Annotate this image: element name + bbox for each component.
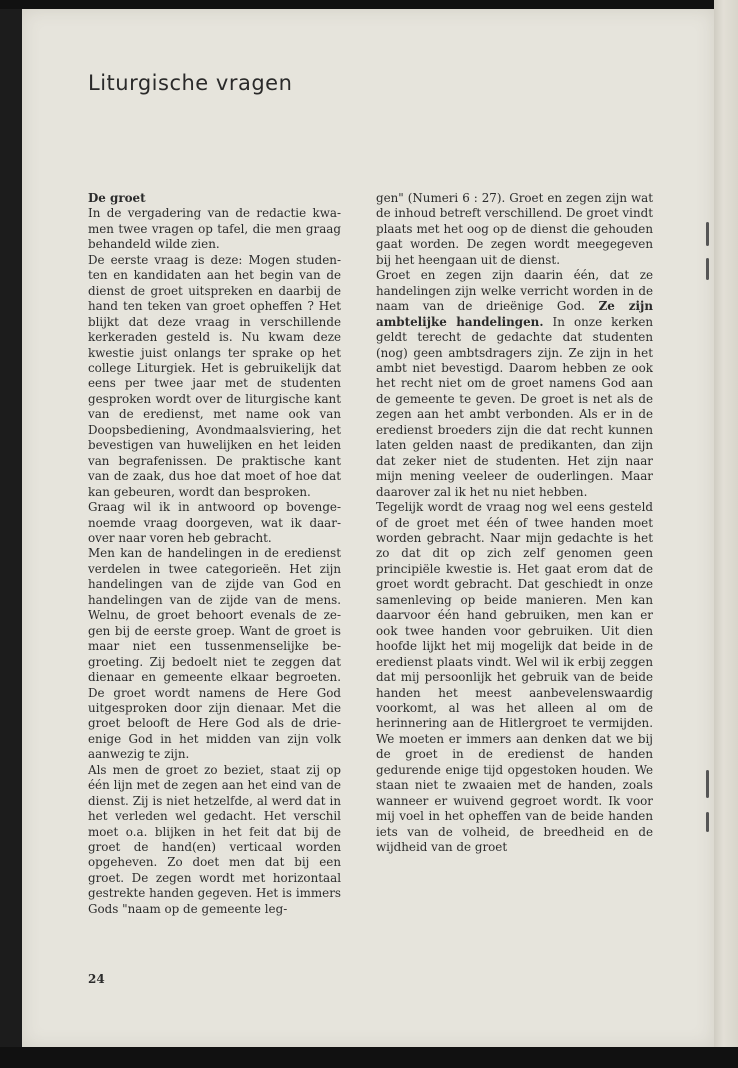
paragraph: In de vergadering van de redactie kwamen twee vragen op tafel, die men graag behandeld wilde zien. bbox=[88, 206, 341, 252]
emphasis-text: Ze zijn ambtelijke handelingen. bbox=[376, 299, 653, 329]
scan-top-border bbox=[0, 0, 738, 9]
scan-bottom-border bbox=[0, 1047, 738, 1068]
paragraph: Als men de groet zo beziet, staat zij op één lijn met de zegen aan het eind van de dienst. Zij is niet hetzelfde, al werd dat in het verleden wel gedacht. Het verschil moet o.a. blijken in het feit dat bij de groet de hand(en) verticaal worden opgeheven. Zo doet men dat bij een groet. De zegen wordt met horizontaal gestrekte handen gegeven. Het is immers Gods "naam op de gemeente leg- bbox=[88, 762, 341, 916]
margin-mark bbox=[706, 258, 709, 280]
left-column bbox=[88, 191, 341, 917]
paragraph: gen" (Numeri 6 : 27). Groet en zegen zijn wat de inhoud betreft verschillend. De groet vindt plaats met het oog op de dienst die gehouden gaat worden. De zegen wordt meegegeven bij het heengaan uit de dienst. bbox=[376, 191, 653, 267]
paragraph: Tegelijk wordt de vraag nog wel eens gesteld of de groet met één of twee handen moet worden gebracht. Naar mijn gedachte is het zo dat dit op zich zelf genomen geen principiële kwestie is. Het gaat erom dat de groet wordt gebracht. Dat geschiedt in onze samenleving op beide manieren. Men kan daarvoor één hand gebruiken, men kan er ook twee handen voor gebruiken. Uit dien hoofde lijkt het mij mogelijk dat beide in de eredienst plaats vindt. Wel wil ik erbij zeggen dat mij persoonlijk het gebruik van de beide handen het meest aanbevelenswaardig voorkomt, al was het alleen al om de herinnering aan de Hitlergroet te vermijden. We moeten er immers aan denken dat we bij de groet in de eredienst de handen gedurende enige tijd opgestoken houden. We staan niet te zwaaien met de handen, zoals wanneer er wuivend gegroet wordt. Ik voor mij voel in het opheffen van de beide handen iets van de volheid, de breedheid en de wijdheid van de groet bbox=[376, 500, 653, 855]
right-column bbox=[376, 191, 653, 855]
scan-right-edge bbox=[714, 0, 738, 1068]
margin-mark bbox=[706, 222, 709, 246]
paragraph bbox=[376, 268, 653, 500]
paragraph: Graag wil ik in antwoord op bovengenoemde vraag doorgeven, wat ik daarover naar voren heb gebracht. bbox=[88, 500, 341, 545]
section-title: De groet bbox=[88, 191, 146, 205]
paragraph-text: In onze kerken geldt terecht de gedachte dat studenten (nog) geen ambtsdragers zijn. Ze zijn in het ambt niet bevestigd. Daarom hebben ze ook het recht niet om de groet namens God aan de gemeente te geven. De groet is net als de zegen aan het ambt verbonden. Als er in de eredienst broeders zijn die dat recht kunnen laten gelden naast de predikanten, dan zijn dat zeker niet de studenten. Het zijn naar mijn mening veeleer de ouderlingen. Maar daarover zal ik het nu niet hebben. bbox=[376, 314, 654, 499]
page-heading: Liturgische vragen bbox=[88, 71, 293, 95]
paragraph: Men kan de handelingen in de eredienst verdelen in twee categorieën. Het zijn handelingen van de zijde van God en handelingen van de zijde van de mens. Welnu, de groet behoort evenals de zegen bij de eerste groep. Want de groet is maar niet een tussenmenselijke begroeting. Zij bedoelt niet te zeggen dat dienaar en gemeente elkaar begroeten. De groet wordt namens de Here God uitgesproken door zijn dienaar. Met die groet belooft de Here God als de drieenige God in het midden van zijn volk aanwezig te zijn. bbox=[88, 546, 341, 762]
margin-mark bbox=[706, 812, 709, 832]
margin-mark bbox=[706, 770, 709, 798]
paragraph-text: Groet en zegen zijn daarin één, dat ze handelingen zijn welke verricht worden in de naam van de drieënige God. bbox=[376, 268, 653, 314]
page-number: 24 bbox=[88, 972, 105, 986]
paragraph: De eerste vraag is deze: Mogen studenten en kandidaten aan het begin van de dienst de groet uitspreken en daarbij de hand ten teken van groet opheffen ? Het blijkt dat deze vraag in verschillende kerkeraden gesteld is. Nu kwam deze kwestie juist onlangs ter sprake op het college Liturgiek. Het is gebruikelijk dat eens per twee jaar met de studenten gesproken wordt over de liturgische kant van de eredienst, met name ook van Doopsbediening, Avondmaalsviering, het bevestigen van huwelijken en het leiden van begrafenissen. De praktische kant van de zaak, dus hoe dat moet of hoe dat kan gebeuren, wordt dan besproken. bbox=[88, 252, 341, 499]
